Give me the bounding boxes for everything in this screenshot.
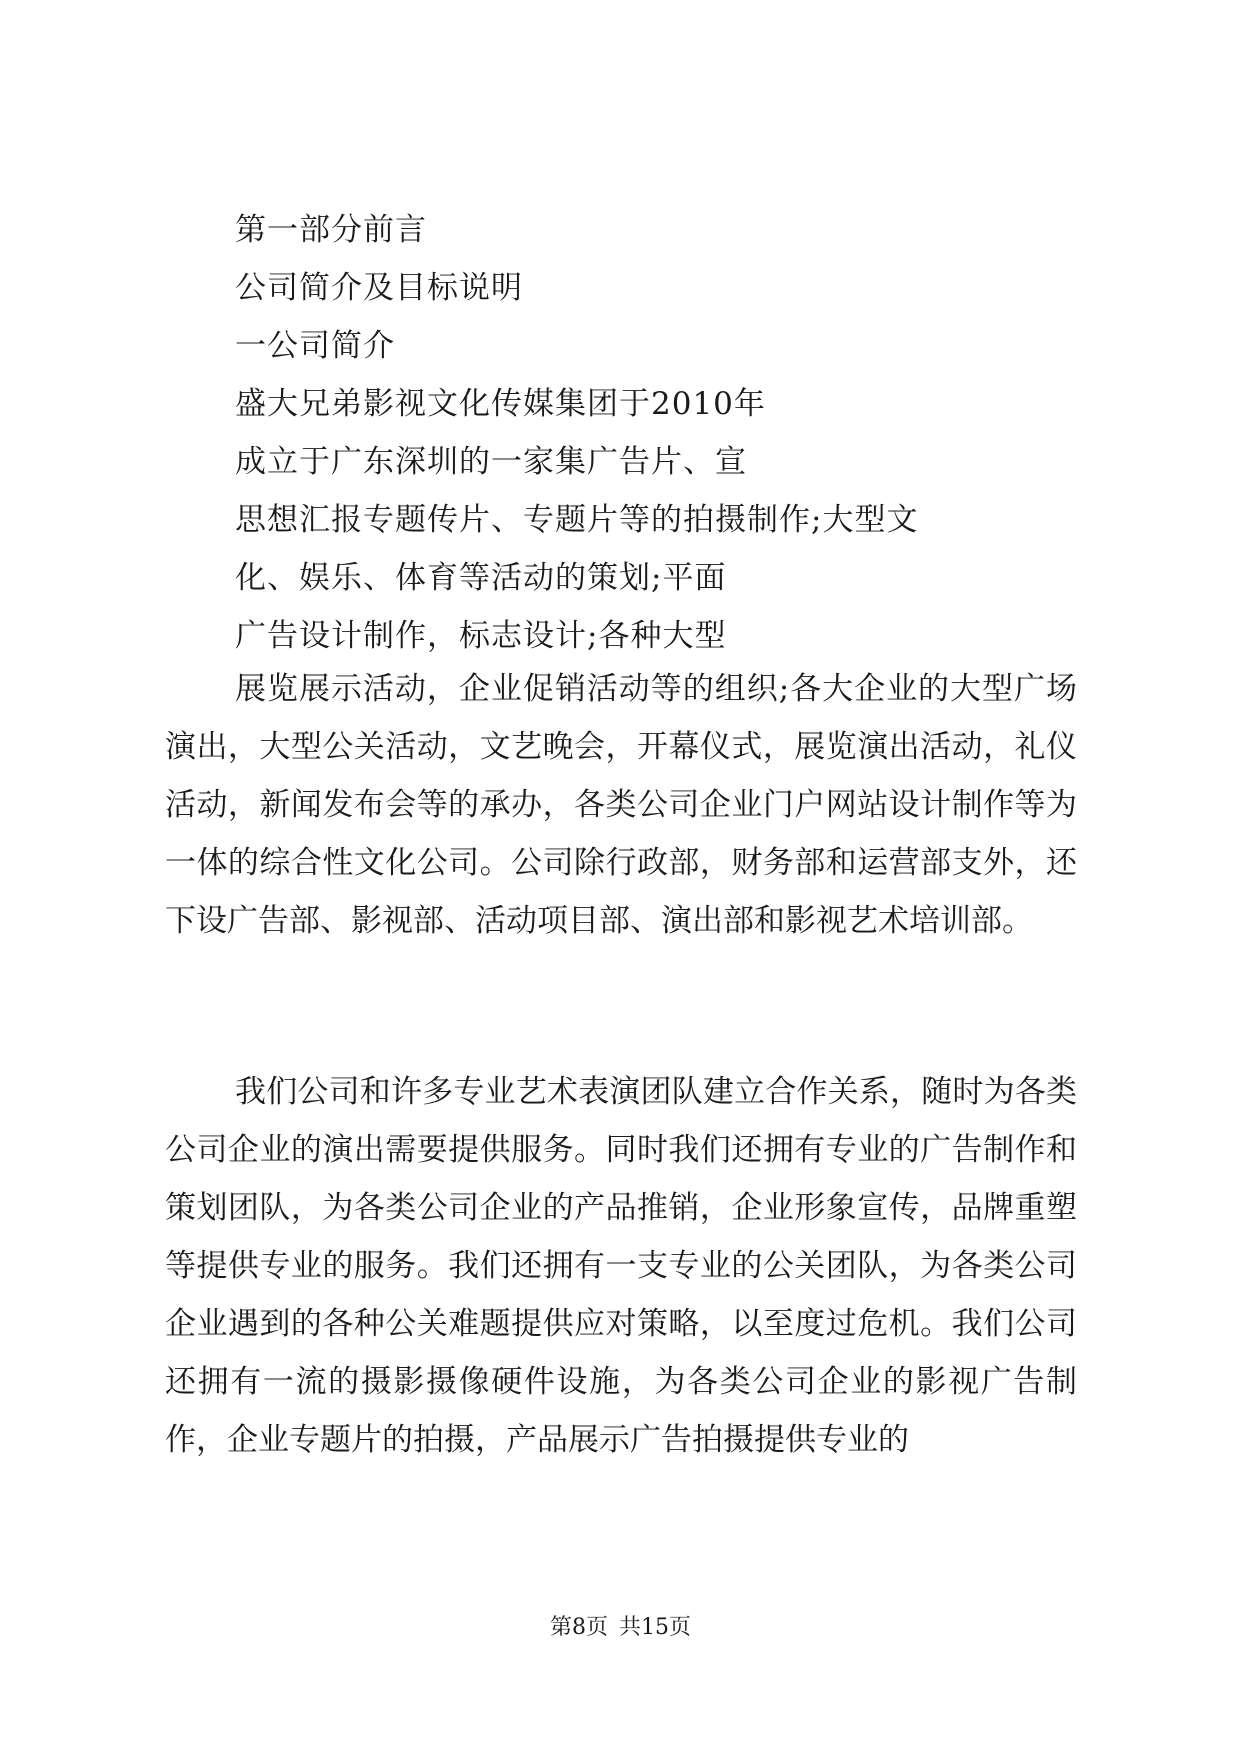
page-number: 第8页 <box>550 1615 608 1640</box>
text-line: 化、娱乐、体育等活动的策划;平面 <box>235 560 727 596</box>
section-heading: 第一部分前言 <box>235 212 427 248</box>
page-total: 共15页 <box>619 1615 691 1640</box>
subsection-title: 一公司简介 <box>235 328 395 364</box>
body-paragraph: 展览展示活动，企业促销活动等的组织;各大企业的大型广场演出，大型公关活动，文艺晚会，开幕仪式，展览演出活动，礼仪活动，新闻发布会等的承办，各类公司企业门户网站设计制作等为一体的综合性文化公司。公司除行政部，财务部和运营部支外，还下设广告部、影视部、活动项目部、演出部和影视艺术培训部。 <box>165 671 1077 939</box>
subsection-heading: 公司简介及目标说明 <box>235 270 523 306</box>
body-paragraph: 我们公司和许多专业艺术表演团队建立合作关系，随时为各类公司企业的演出需要提供服务。同时我们还拥有专业的广告制作和策划团队，为各类公司企业的产品推销，企业形象宣传，品牌重塑等提供专业的服务。我们还拥有一支专业的公关团队，为各类公司企业遇到的各种公关难题提供应对策略，以至度过危机。我们公司还拥有一流的摄影摄像硬件设施，为各类公司企业的影视广告制作，企业专题片的拍摄，产品展示广告拍摄提供专业的 <box>165 1074 1077 1458</box>
text-line: 广告设计制作，标志设计;各种大型 <box>235 618 727 654</box>
text-line: 盛大兄弟影视文化传媒集团于2010年 <box>235 386 766 422</box>
text-line: 思想汇报专题传片、专题片等的拍摄制作;大型文 <box>235 502 919 538</box>
text-line: 成立于广东深圳的一家集广告片、宣 <box>235 444 747 480</box>
page-footer <box>0 1614 1241 1642</box>
